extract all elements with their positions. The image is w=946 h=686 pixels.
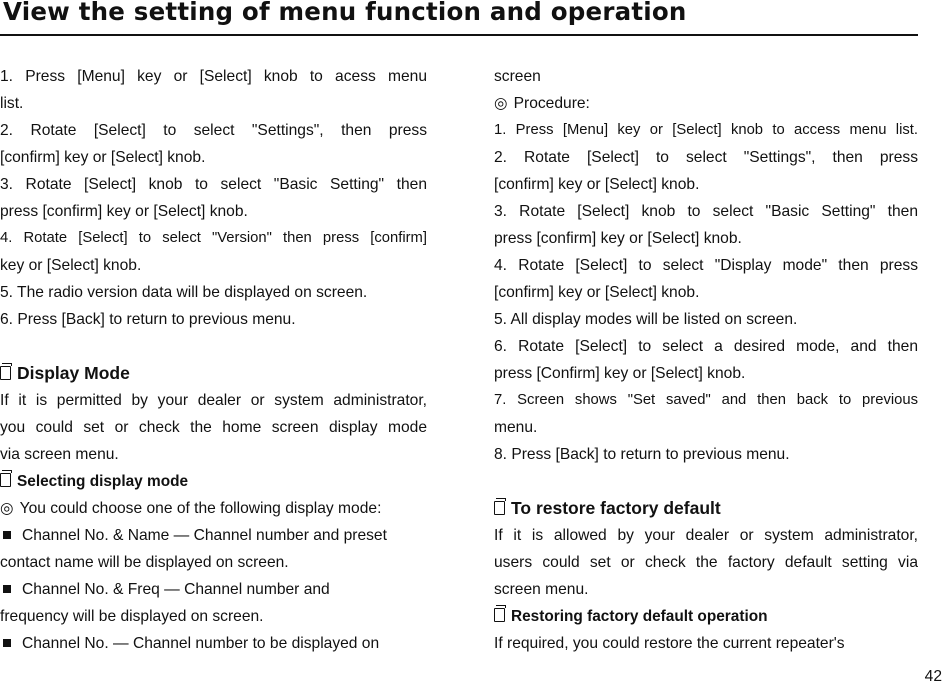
right-column (494, 63, 918, 657)
step-line: 7. Screen shows "Set saved" and then back to previous (494, 392, 918, 408)
step-line: 5. All display modes will be listed on screen. (494, 311, 798, 328)
display-mode-heading (0, 360, 427, 387)
subheading-text: Selecting display mode (17, 473, 189, 490)
bullet-item (0, 630, 427, 657)
step-line: 1. Press [Menu] key or [Select] knob to access menu list. (494, 122, 918, 138)
section-box-icon (494, 501, 505, 515)
page-number: 42 (924, 668, 942, 685)
text-line: 3. Rotate [Select] knob to select "Basic Setting" then (0, 176, 427, 193)
text-line: you could set or check the home screen display mode (0, 419, 427, 436)
page-title: View the setting of menu function and operation (3, 0, 687, 26)
spacer (494, 468, 918, 495)
double-circle-icon: ◎ (0, 500, 14, 517)
section-box-icon (494, 608, 505, 622)
bullet-text: Channel No. — Channel number to be displayed on (22, 635, 380, 652)
text-line: 4. Rotate [Select] to select "Version" then press [confirm] (0, 230, 427, 246)
step-line: 4. Rotate [Select] to select "Display mode" then press (494, 257, 918, 274)
choose-line (0, 495, 427, 522)
procedure-text: Procedure: (513, 95, 590, 112)
text-line: If it is permitted by your dealer or system administrator, (0, 392, 427, 409)
left-column (0, 63, 427, 657)
bullet-continuation: contact name will be displayed on screen. (0, 554, 289, 571)
text-line: users could set or check the factory default setting via (494, 554, 918, 571)
choose-text: You could choose one of the following display mode: (19, 500, 382, 517)
factory-heading-text: To restore factory default (511, 498, 721, 518)
step-line: press [Confirm] key or [Select] knob. (494, 365, 746, 382)
bullet-continuation: frequency will be displayed on screen. (0, 608, 264, 625)
text-line: If required, you could restore the current repeater's (494, 635, 845, 652)
text-line: 2. Rotate [Select] to select "Settings", then press (0, 122, 427, 139)
step-line: 3. Rotate [Select] knob to select "Basic Setting" then (494, 203, 918, 220)
bullet-item (0, 522, 427, 549)
step-line: [confirm] key or [Select] knob. (494, 284, 700, 301)
step-line: 8. Press [Back] to return to previous menu. (494, 446, 790, 463)
text-line: 1. Press [Menu] key or [Select] knob to acess menu (0, 68, 427, 85)
step-line: 2. Rotate [Select] to select "Settings", then press (494, 149, 918, 166)
step-line: menu. (494, 419, 538, 436)
square-bullet-icon (3, 585, 11, 593)
text-line: press [confirm] key or [Select] knob. (0, 203, 248, 220)
square-bullet-icon (3, 639, 11, 647)
text-line: If it is allowed by your dealer or system administrator, (494, 527, 918, 544)
text-line: 5. The radio version data will be displayed on screen. (0, 284, 368, 301)
step-line: press [confirm] key or [Select] knob. (494, 230, 742, 247)
text-line: 6. Press [Back] to return to previous menu. (0, 311, 296, 328)
section-box-icon (0, 473, 11, 487)
text-line: list. (0, 95, 24, 112)
double-circle-icon: ◎ (494, 95, 508, 112)
bullet-text: Channel No. & Name — Channel number and preset (22, 527, 387, 544)
factory-default-heading (494, 495, 918, 522)
text-line: via screen menu. (0, 446, 119, 463)
title-divider (0, 34, 918, 36)
text-line: screen menu. (494, 581, 589, 598)
spacer (0, 333, 427, 360)
bullet-item (0, 576, 427, 603)
step-line: 6. Rotate [Select] to select a desired mode, and then (494, 338, 918, 355)
restoring-factory-subheading (494, 603, 918, 630)
square-bullet-icon (3, 531, 11, 539)
step-line: [confirm] key or [Select] knob. (494, 176, 700, 193)
bullet-text: Channel No. & Freq — Channel number and (22, 581, 330, 598)
procedure-label (494, 90, 918, 117)
selecting-display-mode-subheading (0, 468, 427, 495)
display-mode-heading-text: Display Mode (17, 363, 130, 383)
text-line: key or [Select] knob. (0, 257, 142, 274)
text-line: screen (494, 68, 541, 85)
text-line: [confirm] key or [Select] knob. (0, 149, 206, 166)
subheading-text: Restoring factory default operation (511, 608, 768, 625)
section-box-icon (0, 366, 11, 380)
